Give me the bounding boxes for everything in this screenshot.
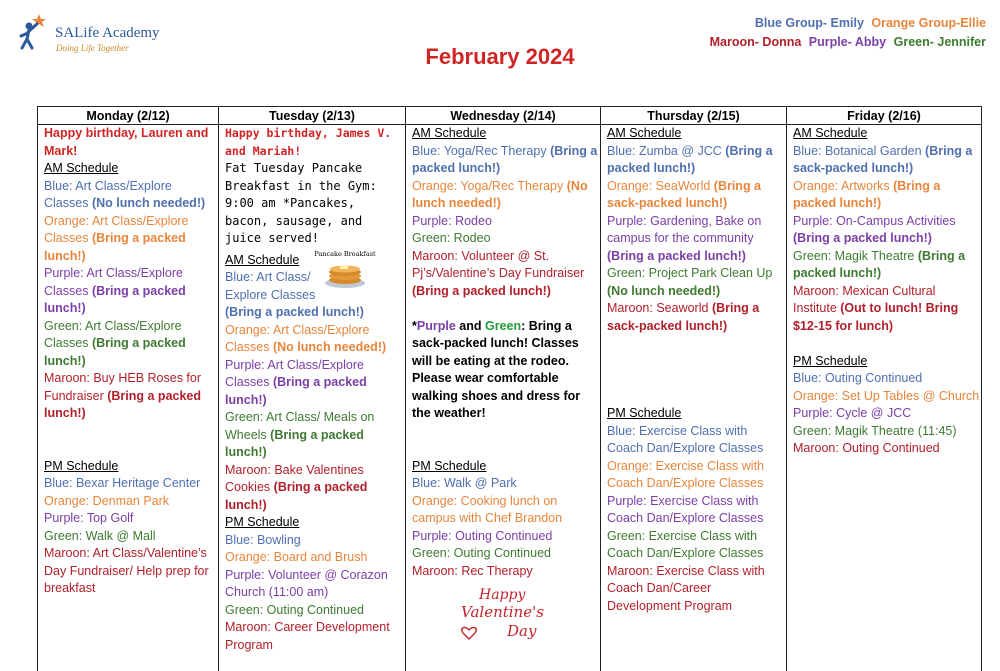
monday-cell: [38, 125, 219, 671]
entry-text: Blue: Art Class/Explore Classes: [44, 179, 172, 211]
schedule-entry: Green: Outing Continued: [225, 602, 405, 620]
entry-text: Blue: Yoga/Rec Therapy: [412, 144, 547, 158]
schedule-entry: Orange: Denman Park: [44, 493, 218, 511]
day-header: Tuesday (2/13): [219, 107, 406, 125]
valentine-word: Day: [506, 622, 537, 640]
valentine-word: Happy: [478, 587, 526, 603]
logo-tagline: Doing Life Together: [56, 43, 129, 53]
lunch-note: (Bring a packed lunch!): [793, 249, 965, 281]
lunch-note: (Bring a packed lunch!): [44, 231, 186, 263]
entry-text: Purple: Art Class/Explore Classes: [225, 358, 364, 390]
schedule-entry: [793, 213, 981, 248]
lunch-note: (Bring a packed lunch!): [44, 284, 186, 316]
group-blue-label: Blue Group- Emily: [755, 16, 864, 30]
schedule-entry: Green: Exercise Class with Coach Dan/Explore Classes: [607, 528, 786, 563]
lunch-note: (Bring a packed lunch!): [412, 144, 597, 176]
birthday-note: Happy birthday, Lauren and Mark!: [44, 125, 218, 160]
schedule-entry: Purple: Outing Continued: [412, 528, 600, 546]
schedule-entry: [44, 265, 218, 318]
schedule-entry: Blue: Bexar Heritage Center: [44, 475, 218, 493]
group-orange-label: Orange Group-Ellie: [871, 16, 986, 30]
pancake-breakfast-note: Fat Tuesday Pancake Breakfast in the Gym: 9:00 am *Pancakes, bacon, sausage, and juice served!: [225, 160, 405, 248]
schedule-entry: [44, 370, 218, 423]
pm-schedule-header: PM Schedule: [225, 514, 405, 532]
schedule-entry: [44, 178, 218, 213]
group-purple-label: Purple- Abby: [809, 35, 886, 49]
schedule-entry: Maroon: Outing Continued: [793, 440, 981, 458]
pancake-icon: [321, 250, 369, 296]
notice-star: *: [412, 319, 417, 333]
heart-icon: [462, 627, 477, 639]
lunch-note: (Bring a packed lunch!): [607, 249, 746, 263]
lunch-note: (Bring a sack-packed lunch!): [607, 179, 761, 211]
lunch-note: (Bring a sack-packed lunch!): [793, 144, 972, 176]
entry-text: Maroon: Seaworld: [607, 301, 708, 315]
schedule-entry: Green: Magik Theatre (11:45): [793, 423, 981, 441]
day-header: Friday (2/16): [787, 107, 982, 125]
lunch-note: (Bring a packed lunch!): [607, 144, 773, 176]
entry-text: Orange: Art Class/Explore Classes: [44, 214, 189, 246]
schedule-entry: Purple: Volunteer @ Corazon Church (11:00 am): [225, 567, 405, 602]
pm-schedule-header: PM Schedule: [607, 405, 786, 423]
rodeo-notice: [412, 318, 600, 423]
lunch-note: (No lunch needed!): [607, 284, 720, 298]
schedule-entry: Purple: Cycle @ JCC: [793, 405, 981, 423]
birthday-note: Happy birthday, James V. and Mariah!: [225, 125, 405, 160]
entry-text: Blue: Art Class/ Explore Classes: [225, 270, 315, 302]
schedule-entry: [225, 357, 405, 410]
valentines-day-graphic: [457, 584, 600, 648]
entry-text: Maroon: Buy HEB Roses for Fundraiser: [44, 371, 201, 403]
schedule-entry: [412, 143, 600, 178]
schedule-entry: Orange: Set Up Tables @ Church: [793, 388, 981, 406]
entry-text: Purple: Art Class/Explore Classes: [44, 266, 183, 298]
schedule-entry: [793, 283, 981, 336]
am-schedule-header: AM Schedule: [607, 125, 786, 143]
schedule-entry: [44, 213, 218, 266]
lunch-note: (Out to lunch! Bring $12-15 for lunch): [793, 301, 958, 333]
group-green-label: Green- Jennifer: [894, 35, 986, 49]
schedule-entry: [793, 248, 981, 283]
wednesday-cell: [406, 125, 601, 671]
schedule-entry: [793, 178, 981, 213]
schedule-entry: Maroon: Art Class/Valentine’s Day Fundraiser/ Help prep for breakfast: [44, 545, 218, 598]
schedule-entry: [225, 462, 405, 515]
schedule-entry: Purple: Rodeo: [412, 213, 600, 231]
schedule-entry: Purple: Exercise Class with Coach Dan/Explore Classes: [607, 493, 786, 528]
lunch-note: (Bring a packed lunch!): [44, 336, 186, 368]
schedule-entry: Green: Walk @ Mall: [44, 528, 218, 546]
schedule-entry: [412, 178, 600, 213]
entry-text: Orange: Yoga/Rec Therapy: [412, 179, 563, 193]
schedule-entry: Blue: Bowling: [225, 532, 405, 550]
logo-name: SALife Academy: [55, 25, 160, 42]
day-content-row: [38, 125, 982, 671]
group-legend: [706, 14, 986, 52]
pm-schedule-header: PM Schedule: [412, 458, 600, 476]
schedule-entry: [225, 322, 405, 357]
lunch-note: (Bring a packed lunch!): [225, 480, 367, 512]
page-title: February 2024: [0, 44, 1000, 70]
entry-text: Green: Art Class/Explore Classes: [44, 319, 182, 351]
group-maroon-label: Maroon- Donna: [710, 35, 802, 49]
valentine-word: Valentine's: [461, 603, 544, 621]
schedule-entry: Blue: Exercise Class with Coach Dan/Explore Classes: [607, 423, 786, 458]
schedule-entry: [607, 143, 786, 178]
lunch-note: (Bring a packed lunch!): [793, 231, 932, 245]
schedule-entry: Blue: Outing Continued: [793, 370, 981, 388]
schedule-entry: Blue: Walk @ Park: [412, 475, 600, 493]
weekly-calendar: [37, 106, 982, 671]
group-legend-row: [706, 33, 986, 52]
schedule-entry: [607, 178, 786, 213]
schedule-entry: [607, 265, 786, 300]
notice-purple: Purple: [417, 319, 456, 333]
thursday-cell: [601, 125, 787, 671]
schedule-entry: [793, 143, 981, 178]
schedule-entry: Orange: Board and Brush: [225, 549, 405, 567]
notice-and: and: [459, 319, 481, 333]
group-legend-row: [706, 14, 986, 33]
lunch-note: (No lunch needed!): [92, 196, 205, 210]
pm-schedule-header: PM Schedule: [793, 353, 981, 371]
entry-text: Green: Art Class/ Meals on Wheels: [225, 410, 374, 442]
notice-text: : Bring a sack-packed lunch! Classes will be eating at the rodeo. Please wear comfortable walking shoes and dress for the weather!: [412, 319, 580, 421]
pancake-label: Pancake Breakfast: [314, 250, 376, 258]
notice-green: Green: [485, 319, 521, 333]
lunch-note: (Bring a sack-packed lunch!): [607, 301, 759, 333]
entry-text: Orange: Art Class/Explore Classes: [225, 323, 370, 355]
lunch-note: (Bring a packed lunch!): [225, 305, 364, 319]
schedule-entry: Green: Outing Continued: [412, 545, 600, 563]
lunch-note: (Bring a packed lunch!): [225, 428, 364, 460]
schedule-entry: [225, 269, 405, 322]
entry-text: Green: Magik Theatre: [793, 249, 914, 263]
friday-cell: [787, 125, 982, 671]
entry-text: Purple: On-Campus Activities: [793, 214, 956, 228]
entry-text: Maroon: Bake Valentines Cookies: [225, 463, 364, 495]
entry-text: Blue: Zumba @ JCC: [607, 144, 722, 158]
entry-text: Orange: SeaWorld: [607, 179, 710, 193]
entry-text: Purple: Gardening, Bake on campus for the community: [607, 214, 761, 246]
day-header: Wednesday (2/14): [406, 107, 601, 125]
schedule-entry: [607, 213, 786, 266]
lunch-note: (Bring a packed lunch!): [412, 284, 551, 298]
am-schedule-header: AM Schedule: [44, 160, 218, 178]
schedule-entry: Green: Rodeo: [412, 230, 600, 248]
lunch-note: (Bring a packed lunch!): [225, 375, 367, 407]
day-header: Thursday (2/15): [601, 107, 787, 125]
schedule-entry: Orange: Cooking lunch on campus with Chef Brandon: [412, 493, 600, 528]
day-header: Monday (2/12): [38, 107, 219, 125]
entry-text: Blue: Botanical Garden: [793, 144, 922, 158]
schedule-entry: Maroon: Exercise Class with Coach Dan/Career Development Program: [607, 563, 786, 616]
schedule-entry: [44, 318, 218, 371]
day-header-row: [38, 107, 982, 125]
schedule-entry: [607, 300, 786, 335]
schedule-entry: [225, 409, 405, 462]
entry-text: Maroon: Mexican Cultural Institute: [793, 284, 935, 316]
entry-text: Maroon: Volunteer @ St. Pj’s/Valentine’s Day Fundraiser: [412, 249, 584, 281]
entry-text: Green: Project Park Clean Up: [607, 266, 772, 280]
schedule-entry: Maroon: Rec Therapy: [412, 563, 600, 581]
am-schedule-header: AM Schedule: [793, 125, 981, 143]
tuesday-cell: [219, 125, 406, 671]
schedule-entry: Orange: Exercise Class with Coach Dan/Explore Classes: [607, 458, 786, 493]
am-schedule-header: AM Schedule: [412, 125, 600, 143]
pm-schedule-header: PM Schedule: [44, 458, 218, 476]
lunch-note: (Bring a packed lunch!): [793, 179, 940, 211]
lunch-note: (No lunch needed!): [273, 340, 386, 354]
schedule-entry: Purple: Top Golf: [44, 510, 218, 528]
lunch-note: (No lunch needed!): [412, 179, 588, 211]
lunch-note: (Bring a packed lunch!): [44, 389, 201, 421]
schedule-entry: [412, 248, 600, 301]
entry-text: Orange: Artworks: [793, 179, 890, 193]
am-schedule-header: AM Schedule: [225, 252, 405, 270]
schedule-entry: Maroon: Career Development Program: [225, 619, 405, 654]
